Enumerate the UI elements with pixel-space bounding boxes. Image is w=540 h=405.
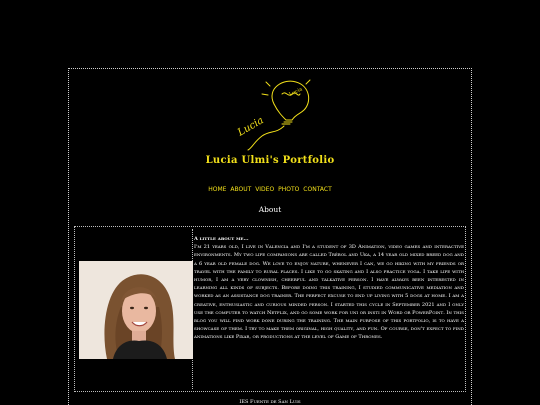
main-nav <box>0 186 540 193</box>
svg-text:Lucia: Lucia <box>236 115 266 139</box>
about-heading: A little about me... <box>194 236 249 242</box>
logo-label: Lucia <box>288 86 304 98</box>
photo-cell <box>77 229 193 389</box>
nav-video[interactable]: VIDEO <box>255 186 275 193</box>
nav-home[interactable]: HOME <box>208 186 227 193</box>
nav-contact[interactable]: CONTACT <box>303 186 332 193</box>
about-body: I'm 21 years old, I live in Valencia and I'm a student of 3D Animation, video games and interactive environments. My two life companions are called Trébol and Uka, a 14 year old mixed breed dog and a 6 year old female dog. We love to enjoy nature, whenever I can, we go hiking with my friends or travel with the family to rural places. I like to go skating and I also practice yoga. I take life with humor, I am a very clownish, cheerful and talkative person. I have always been interested in learning all kinds of subjects. Before doing this training, I studied communicative mediation and worked as an assistance dog trainer. The perfect excuse to end up living with 5 dogs at home. I am a creative, enthusiastic and curious minded person. I started this cycle in September 2021 and I only use the computer to watch Netflix, and go some work for uni or insti in Word or PowerPoint. In this blog you will find work done during the training. The main purpose of this portfolio, is to have a showcase of them. I try to make them original, high quality, and fun. Of course, don't expect to find animations like Pixar, or productions at the level of Game of Thrones. <box>194 244 464 341</box>
about-table <box>74 226 466 392</box>
footer-text: IES Fuente de San Luis <box>239 399 301 405</box>
portrait-image <box>79 261 193 359</box>
profile-photo <box>79 261 193 359</box>
nav-about[interactable]: ABOUT <box>230 186 252 193</box>
about-text <box>194 235 464 342</box>
nav-photo[interactable]: PHOTO <box>278 186 300 193</box>
section-title: About <box>258 205 282 214</box>
site-title: Lucia Ulmi's Portfolio <box>205 155 335 166</box>
lightbulb-logo-icon <box>226 74 316 152</box>
